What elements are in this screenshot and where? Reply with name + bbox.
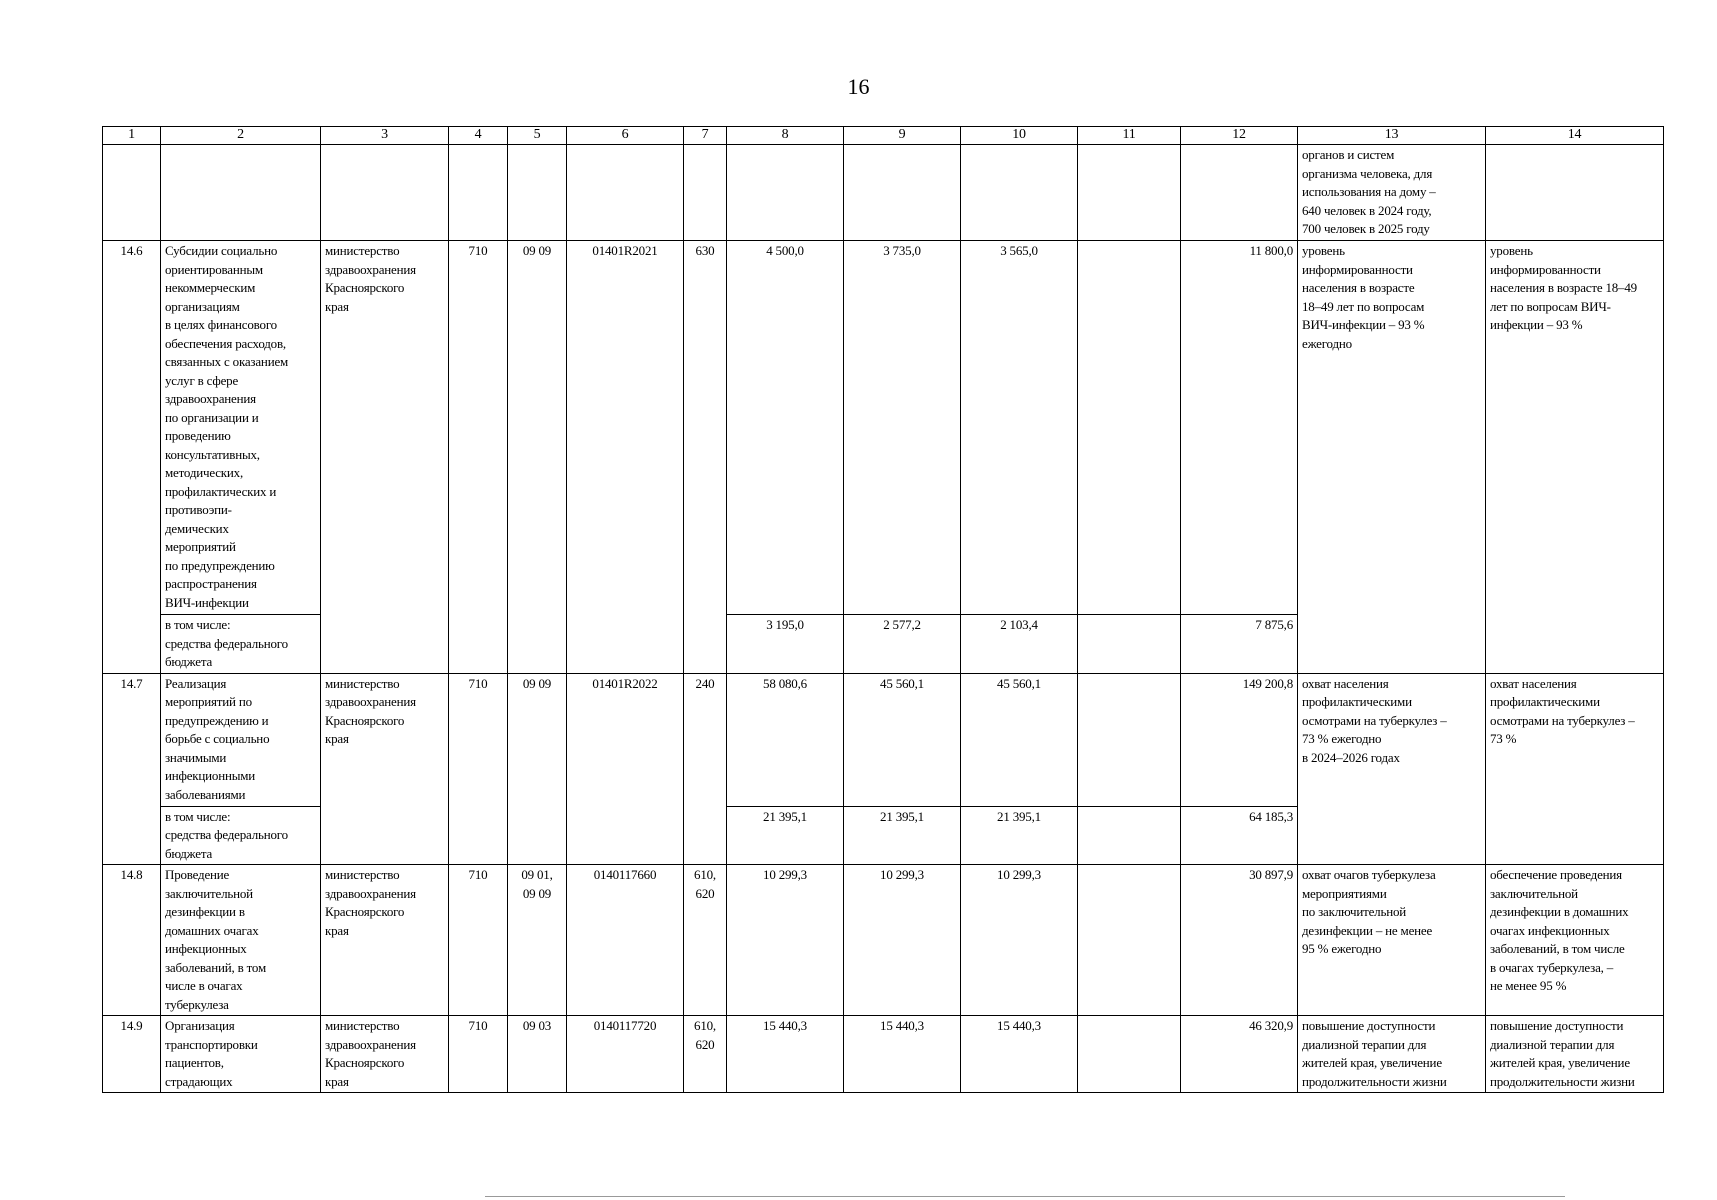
amount-col11 xyxy=(1078,1016,1181,1093)
amount-total: 11 800,0 xyxy=(1181,241,1298,615)
target-indicator: уровень информированности населения в возрасте 18–49 лет по вопросам ВИЧ- инфекции – 93 % xyxy=(1486,241,1664,674)
amount-2024: 15 440,3 xyxy=(727,1016,844,1093)
responsible-org: министерство здравоохранения Красноярского края xyxy=(321,241,449,674)
table-cell xyxy=(508,145,567,241)
amount-2024: 58 080,6 xyxy=(727,673,844,806)
federal-amount-2025: 2 577,2 xyxy=(844,615,961,674)
measure-name: Реализация мероприятий по предупреждению и борьбе с социально значимыми инфекционными заболеваниями xyxy=(161,673,321,806)
amount-2025: 15 440,3 xyxy=(844,1016,961,1093)
code-vr: 610, 620 xyxy=(684,865,727,1016)
program-table xyxy=(102,126,1664,1093)
table-cell xyxy=(1078,145,1181,241)
federal-amount-2025: 21 395,1 xyxy=(844,806,961,865)
amount-2025: 10 299,3 xyxy=(844,865,961,1016)
table-row-14-9 xyxy=(103,1016,1664,1093)
header-cell: 5 xyxy=(508,127,567,145)
federal-amount-total: 7 875,6 xyxy=(1181,615,1298,674)
amount-total: 30 897,9 xyxy=(1181,865,1298,1016)
header-cell: 12 xyxy=(1181,127,1298,145)
code-vr: 240 xyxy=(684,673,727,865)
table-cell xyxy=(1181,145,1298,241)
federal-amount-2024: 21 395,1 xyxy=(727,806,844,865)
table-cell xyxy=(161,145,321,241)
federal-amount-2024: 3 195,0 xyxy=(727,615,844,674)
header-cell: 11 xyxy=(1078,127,1181,145)
federal-amount-2026: 21 395,1 xyxy=(961,806,1078,865)
code-csr: 0140117660 xyxy=(567,865,684,1016)
table-cell xyxy=(449,145,508,241)
measure-name: Субсидии социально ориентированным некоммерческим организациям в целях финансового обеспечения расходов, связанных с оказанием услуг в сфере здравоохранения по организации и проведению консультативных, методических, профилактических и противоэпи- демических мероприятий по предупреждению распространения ВИЧ-инфекции xyxy=(161,241,321,615)
row-number: 14.7 xyxy=(103,673,161,865)
table-cell xyxy=(1486,145,1664,241)
header-cell: 6 xyxy=(567,127,684,145)
header-cell: 3 xyxy=(321,127,449,145)
amount-2026: 10 299,3 xyxy=(961,865,1078,1016)
code-grbs: 710 xyxy=(449,1016,508,1093)
header-cell: 14 xyxy=(1486,127,1664,145)
code-vr: 610, 620 xyxy=(684,1016,727,1093)
code-csr: 01401R2021 xyxy=(567,241,684,674)
responsible-org: министерство здравоохранения Красноярского края xyxy=(321,1016,449,1093)
table-cell xyxy=(684,145,727,241)
amount-col11 xyxy=(1078,241,1181,615)
header-cell: 9 xyxy=(844,127,961,145)
federal-amount-total: 64 185,3 xyxy=(1181,806,1298,865)
measure-name: Организация транспортировки пациентов, страдающих xyxy=(161,1016,321,1093)
code-vr: 630 xyxy=(684,241,727,674)
amount-2024: 4 500,0 xyxy=(727,241,844,615)
amount-total: 149 200,8 xyxy=(1181,673,1298,806)
code-csr: 0140117720 xyxy=(567,1016,684,1093)
federal-amount-2026: 2 103,4 xyxy=(961,615,1078,674)
amount-2026: 3 565,0 xyxy=(961,241,1078,615)
table-cell xyxy=(727,145,844,241)
target-indicator: повышение доступности диализной терапии для жителей края, увеличение продолжительности жизни xyxy=(1486,1016,1664,1093)
header-cell: 13 xyxy=(1298,127,1486,145)
code-grbs: 710 xyxy=(449,865,508,1016)
code-grbs: 710 xyxy=(449,241,508,674)
target-indicator: обеспечение проведения заключительной дезинфекции в домашних очагах инфекционных заболеваний, в том числе в очагах туберкулеза, – не менее 95 % xyxy=(1486,865,1664,1016)
amount-2026: 45 560,1 xyxy=(961,673,1078,806)
result-indicator: охват очагов туберкулеза мероприятиями по заключительной дезинфекции – не менее 95 % ежегодно xyxy=(1298,865,1486,1016)
code-rzpr: 09 01, 09 09 xyxy=(508,865,567,1016)
code-rzpr: 09 03 xyxy=(508,1016,567,1093)
code-rzpr: 09 09 xyxy=(508,673,567,865)
row-number: 14.9 xyxy=(103,1016,161,1093)
code-rzpr: 09 09 xyxy=(508,241,567,674)
responsible-org: министерство здравоохранения Красноярского края xyxy=(321,673,449,865)
code-csr: 01401R2022 xyxy=(567,673,684,865)
page-number: 16 xyxy=(847,74,870,99)
result-indicator-cell: органов и систем организма человека, для использования на дому – 640 человек в 2024 году, 700 человек в 2025 году xyxy=(1298,145,1486,241)
table-cell xyxy=(567,145,684,241)
table-cell xyxy=(844,145,961,241)
result-indicator: повышение доступности диализной терапии для жителей края, увеличение продолжительности жизни xyxy=(1298,1016,1486,1093)
amount-2025: 3 735,0 xyxy=(844,241,961,615)
table-row-14-8 xyxy=(103,865,1664,1016)
header-cell: 2 xyxy=(161,127,321,145)
header-cell: 8 xyxy=(727,127,844,145)
subrow-label: в том числе: средства федерального бюджета xyxy=(161,806,321,865)
subrow-label: в том числе: средства федерального бюджета xyxy=(161,615,321,674)
table-cell xyxy=(1078,806,1181,865)
header-cell: 7 xyxy=(684,127,727,145)
code-grbs: 710 xyxy=(449,673,508,865)
scan-edge-line xyxy=(485,1196,1565,1197)
header-cell: 4 xyxy=(449,127,508,145)
header-row xyxy=(103,127,1664,145)
result-indicator: охват населения профилактическими осмотрами на туберкулез – 73 % ежегодно в 2024–2026 годах xyxy=(1298,673,1486,865)
row-number: 14.8 xyxy=(103,865,161,1016)
table-row-14-7 xyxy=(103,673,1664,806)
responsible-org: министерство здравоохранения Красноярского края xyxy=(321,865,449,1016)
table-cell xyxy=(321,145,449,241)
amount-col11 xyxy=(1078,673,1181,806)
amount-2025: 45 560,1 xyxy=(844,673,961,806)
measure-name: Проведение заключительной дезинфекции в домашних очагах инфекционных заболеваний, в том числе в очагах туберкулеза xyxy=(161,865,321,1016)
result-indicator: уровень информированности населения в возрасте 18–49 лет по вопросам ВИЧ-инфекции – 93 % ежегодно xyxy=(1298,241,1486,674)
table-cell xyxy=(1078,615,1181,674)
header-cell: 10 xyxy=(961,127,1078,145)
table-row-14-6 xyxy=(103,241,1664,615)
amount-col11 xyxy=(1078,865,1181,1016)
table-cell xyxy=(961,145,1078,241)
header-cell: 1 xyxy=(103,127,161,145)
table-cell xyxy=(103,145,161,241)
amount-2026: 15 440,3 xyxy=(961,1016,1078,1093)
target-indicator: охват населения профилактическими осмотрами на туберкулез – 73 % xyxy=(1486,673,1664,865)
table-row-continuation xyxy=(103,145,1664,241)
row-number: 14.6 xyxy=(103,241,161,674)
amount-total: 46 320,9 xyxy=(1181,1016,1298,1093)
amount-2024: 10 299,3 xyxy=(727,865,844,1016)
